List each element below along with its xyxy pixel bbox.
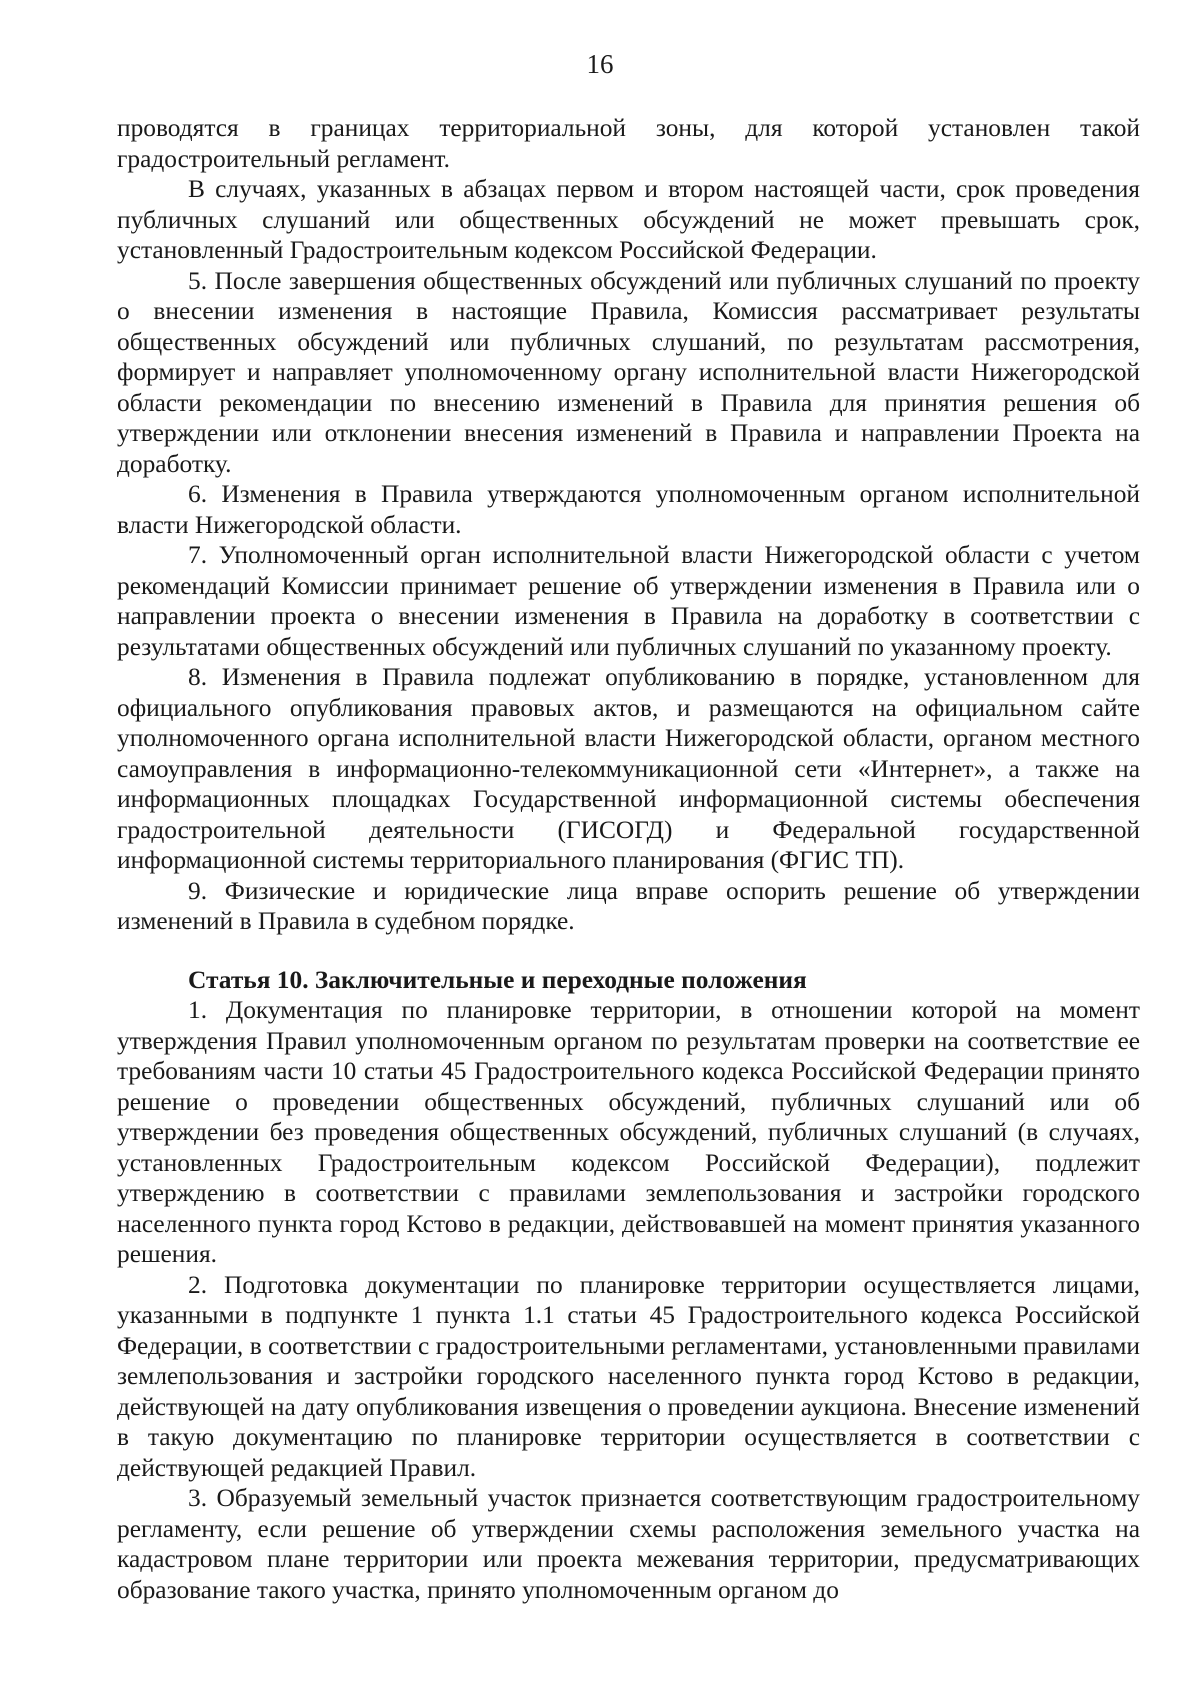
document-body xyxy=(117,113,1140,1605)
article-10-item-3: 3. Образуемый земельный участок признается соответствующим градостроительному регламенту, если решение об утверждении схемы расположения земельного участка на кадастровом плане территории или проекта межевания территории, предусматривающих образование такого участка, принято уполномоченным органом до xyxy=(117,1484,1140,1604)
paragraph-item-9: 9. Физические и юридические лица вправе оспорить решение об утверждении изменений в Правила в судебном порядке. xyxy=(117,876,1140,935)
paragraph-item-5: 5. После завершения общественных обсуждений или публичных слушаний по проекту о внесении изменения в настоящие Правила, Комиссия рассматривает результаты общественных обсуждений или публичных слушаний, по результатам рассмотрения, формирует и направляет уполномоченному органу исполнительной власти Нижегородской области рекомендации по внесению изменений в Правила для принятия решения об утверждении или отклонении внесения изменений в Правила и направлении Проекта на доработку. xyxy=(117,266,1140,478)
article-10-heading: Статья 10. Заключительные и переходные положения xyxy=(188,965,807,994)
paragraph-item-7: 7. Уполномоченный орган исполнительной власти Нижегородской области с учетом рекомендаций Комиссии принимает решение об утверждении изменения в Правила или о направлении проекта о внесении изменения в Правила на доработку в соответствии с результатами общественных обсуждений или публичных слушаний по указанному проекту. xyxy=(117,541,1140,661)
paragraph-item-8: 8. Изменения в Правила подлежат опубликованию в порядке, установленном для официального опубликования правовых актов, и размещаются на официальном сайте уполномоченного органа исполнительной власти Нижегородской области, органом местного самоуправления в информационно-телекоммуникационной сети «Интернет», а также на информационных площадках Государственной информационной системы обеспечения градостроительной деятельности (ГИСОГД) и Федеральной государственной информационной системы территориального планирования (ФГИС ТП). xyxy=(117,663,1140,874)
article-10-item-1: 1. Документация по планировке территории, в отношении которой на момент утверждения Правил уполномоченным органом по результатам проверки на соответствие ее требованиям части 10 статьи 45 Градостроительного кодекса Российской Федерации принято решение о проведении общественных обсуждений, публичных слушаний или об утверждении без проведения общественных обсуждений, публичных слушаний (в случаях, установленных Градостроительным кодексом Российской Федерации), подлежит утверждению в соответствии с правилами землепользования и застройки городского населенного пункта город Кстово в редакции, действовавшей на момент принятия указанного решения. xyxy=(117,996,1140,1268)
paragraph-continuation: проводятся в границах территориальной зоны, для которой установлен такой градостроительный регламент. xyxy=(117,114,1140,173)
paragraph-hearing-term: В случаях, указанных в абзацах первом и втором настоящей части, срок проведения публичных слушаний или общественных обсуждений не может превышать срок, установленный Градостроительным кодексом Российской Федерации. xyxy=(117,175,1140,264)
page-number: 16 xyxy=(586,49,614,79)
article-10-item-2: 2. Подготовка документации по планировке территории осуществляется лицами, указанными в подпункте 1 пункта 1.1 статьи 45 Градостроительного кодекса Российской Федерации, в соответствии с градостроительными регламентами, установленными правилами землепользования и застройки городского населенного пункта город Кстово в редакции, действующей на дату опубликования извещения о проведении аукциона. Внесение изменений в такую документацию по планировке территории осуществляется в соответствии с действующей редакцией Правил. xyxy=(117,1270,1140,1482)
paragraph-item-6: 6. Изменения в Правила утверждаются уполномоченным органом исполнительной власти Нижегородской области. xyxy=(117,480,1140,539)
